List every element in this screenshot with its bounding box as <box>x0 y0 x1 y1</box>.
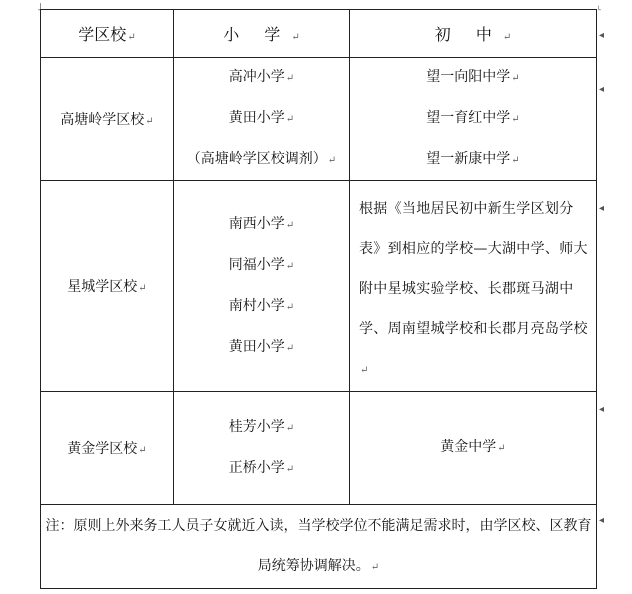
return-mark-icon: ↵ <box>511 155 520 166</box>
primary-school: 桂芳小学↵ <box>228 418 295 435</box>
header-middle <box>350 10 597 58</box>
note-cell <box>41 505 597 589</box>
table-header-row <box>41 10 597 58</box>
primary-cell <box>174 392 350 505</box>
middle-school-description: 根据《当地居民初中新生学区划分表》到相应的学校—大湖中学、师大附中星城实验学校、长郡斑马湖中学、周南望城学校和长郡月亮岛学校↵ <box>359 201 588 376</box>
middle-school: 望一育红中学↵ <box>426 110 520 126</box>
table-row <box>41 181 597 392</box>
note-text: 注：原则上外来务工人员子女就近入读，当学校学位不能满足需求时，由学区校、区教育局统筹协调解决。 <box>45 517 592 574</box>
return-mark-icon: ↵ <box>285 260 295 272</box>
primary-school: 南西小学↵ <box>228 215 295 232</box>
return-mark-icon: ↵ <box>285 219 295 231</box>
primary-school: 同福小学↵ <box>228 256 295 273</box>
primary-school: 黄田小学↵ <box>228 338 295 355</box>
row-end-mark: ◂ <box>599 84 605 95</box>
row-end-mark: ◂ <box>599 515 605 526</box>
return-mark-icon: ↵ <box>285 463 295 475</box>
header-middle-label: 初 中 <box>434 25 502 44</box>
return-mark-icon: ↵ <box>285 73 295 84</box>
return-mark-icon: ↵ <box>138 283 147 294</box>
district-cell <box>41 392 174 505</box>
return-mark-icon: ↵ <box>327 155 337 166</box>
return-mark-icon: ↵ <box>285 422 295 434</box>
header-primary <box>174 10 350 58</box>
header-district-label: 学区校 <box>78 25 127 44</box>
row-end-mark: ◂ <box>599 404 605 415</box>
district-name: 星城学区校 <box>67 279 138 295</box>
middle-school: 望一向阳中学↵ <box>426 69 520 85</box>
district-name: 高塘岭学区校 <box>60 112 145 128</box>
school-district-table <box>40 9 597 589</box>
return-mark-icon: ↵ <box>370 561 380 573</box>
header-district <box>41 10 174 58</box>
primary-school: 正桥小学↵ <box>228 459 295 476</box>
header-primary-label: 小 学 <box>223 25 291 44</box>
row-end-mark: ◂ <box>599 203 605 214</box>
corner-mark: ˪ <box>598 2 602 13</box>
return-mark-icon: ↵ <box>497 443 506 454</box>
return-mark-icon: ↵ <box>360 365 369 376</box>
middle-school: 望一新康中学↵ <box>426 151 520 167</box>
district-cell <box>41 58 174 181</box>
row-end-mark: ◂ <box>599 30 605 41</box>
middle-cell <box>350 181 597 392</box>
return-mark-icon: ↵ <box>502 32 512 43</box>
return-mark-icon: ↵ <box>511 114 520 125</box>
return-mark-icon: ↵ <box>285 301 295 313</box>
district-name: 黄金学区校 <box>67 441 138 457</box>
primary-cell <box>174 181 350 392</box>
return-mark-icon: ↵ <box>127 32 136 43</box>
table-row <box>41 392 597 505</box>
middle-school: 黄金中学↵ <box>440 439 506 455</box>
return-mark-icon: ↵ <box>145 116 154 127</box>
primary-school: 高冲小学↵ <box>228 69 295 85</box>
middle-cell <box>350 58 597 181</box>
middle-cell <box>350 392 597 505</box>
primary-school: 黄田小学↵ <box>228 110 295 126</box>
return-mark-icon: ↵ <box>285 114 295 125</box>
return-mark-icon: ↵ <box>291 32 300 43</box>
primary-school: （高塘岭学区校调剂）↵ <box>186 151 337 167</box>
return-mark-icon: ↵ <box>138 445 147 456</box>
return-mark-icon: ↵ <box>511 73 520 84</box>
return-mark-icon: ↵ <box>285 342 295 354</box>
note-row <box>41 505 597 589</box>
table-row <box>41 58 597 181</box>
primary-school: 南村小学↵ <box>228 297 295 314</box>
corner-mark: ˩ <box>37 2 42 13</box>
primary-cell <box>174 58 350 181</box>
district-cell <box>41 181 174 392</box>
